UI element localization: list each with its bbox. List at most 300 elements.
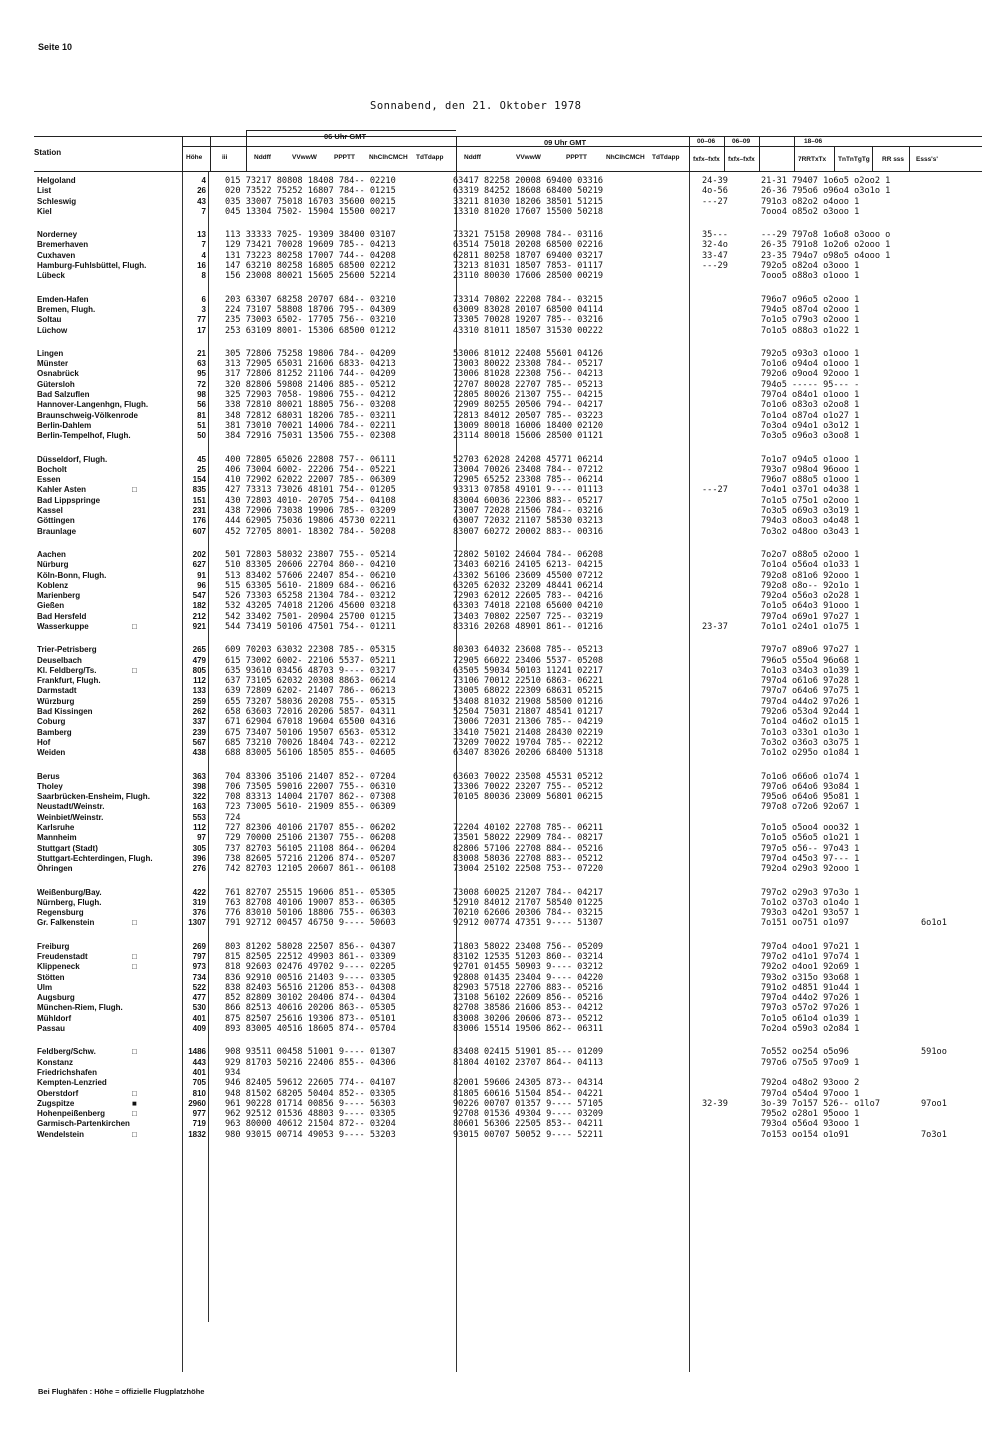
station-height: 112 [193,676,206,686]
obs-09-gmt: 73005 68022 22309 68631 05215 [453,686,604,697]
range-00-06-value: 32-4o [702,240,728,251]
station-height: 734 [192,972,206,982]
range-00-06-value: 24-39 [702,176,728,186]
col06-nhcl: NhClhCMCH [369,154,408,161]
obs-06-gmt: 685 73210 70026 18404 743-- 02212 [225,737,396,748]
station-name: Kiel [37,206,52,216]
table-row [34,844,982,854]
station-name: Bad Salzuflen [37,390,90,400]
station-name: Kassel [37,506,63,516]
range-00-06-value: 23-37 [702,621,728,632]
station-height: 337 [192,717,206,727]
station-name: Augsburg [37,993,75,1003]
station-height: 151 [192,495,206,505]
station-height: 112 [193,823,206,833]
obs-09-gmt: 43302 56106 23609 45500 07212 [453,570,604,581]
station-height: 401 [192,1067,206,1077]
obs-09-gmt: 73314 70802 22208 784-- 03215 [453,294,604,305]
station-name: Würzburg [37,696,75,706]
summary-values: 792o4 o56o3 o2o28 1 [761,591,860,602]
station-height: 8 [201,271,206,281]
extra-value: 6o1o1 [921,918,947,929]
obs-06-gmt: 658 63603 72016 20206 5857- 04311 [225,707,396,718]
station-name: Öhringen [37,864,73,874]
summary-values: 7o1o5 o64o3 91ooo 1 [761,601,860,612]
summary-values: 7o4o1 o37o1 o4o38 1 [761,485,860,496]
station-height: 154 [192,475,206,485]
station-height: 176 [192,516,206,526]
table-row [34,864,982,874]
obs-06-gmt: 410 72902 62022 22007 785-- 06309 [225,475,396,486]
obs-09-gmt: 73306 70022 23207 755-- 05212 [453,781,604,792]
station-height: 56 [197,400,206,410]
obs-06-gmt: 510 83305 20606 22704 860-- 04210 [225,560,396,571]
table-row [34,993,982,1003]
summary-values: 7o1o5 o79o3 o2ooo 1 [761,315,860,326]
table-row [34,1099,982,1109]
table-row [34,942,982,952]
summary-values: 796o5 o55o4 96o68 1 [761,655,860,666]
obs-09-gmt: 92912 00774 47351 9---- 51307 [453,918,604,929]
station-height: 212 [192,611,206,621]
summary-values: 797o8 o72o6 92o67 1 [761,802,860,813]
station-name: Norderney [37,230,78,240]
obs-06-gmt: 526 73303 65258 21304 784-- 03212 [225,591,396,602]
station-height: 17 [197,325,206,335]
summary-values: 797o6 o75o5 97oo9 1 [761,1057,860,1068]
station-name: Essen [37,475,61,485]
obs-09-gmt: 63205 62032 23209 48441 06214 [453,580,604,591]
obs-09-gmt: 63009 83028 20107 68500 04114 [453,304,604,315]
obs-06-gmt: 893 83005 40516 18605 874-- 05704 [225,1024,396,1035]
obs-09-gmt: 73108 56102 22609 856-- 05216 [453,993,604,1004]
col06-vvwww: VVwwW [292,154,317,161]
obs-09-gmt: 92701 01455 50903 9---- 03212 [453,962,604,973]
station-height: 2960 [188,1098,206,1108]
station-height: 443 [192,1057,206,1067]
station-group [34,645,982,758]
obs-09-gmt: 72903 62012 22605 783-- 04216 [453,591,604,602]
station-name: List [37,186,52,196]
obs-06-gmt: 313 72905 65031 21606 6833- 04213 [225,359,396,370]
obs-06-gmt: 444 62905 75036 19806 45730 02211 [225,516,396,527]
station-name: Weinbiet/Weinstr. [37,812,104,822]
summary-values: 792o8 o81o6 92ooo 1 [761,570,860,581]
summary-values: 7o3o5 o69o3 o3o19 1 [761,506,860,517]
station-height: 977 [192,1109,206,1119]
table-row [34,983,982,993]
obs-09-gmt: 72805 80026 21307 755-- 04215 [453,390,604,401]
sub-fxfx-1: fxfx–fxfx [693,156,720,163]
table-row [34,326,982,336]
table-row [34,261,982,271]
table-row [34,802,982,812]
station-height: 567 [192,737,206,747]
summary-values: 7o3o2 o48oo o3o43 1 [761,526,860,537]
summary-values: 797o4 o44o2 97o26 1 [761,696,860,707]
station-height: 553 [192,812,206,822]
table-row [34,1109,982,1119]
table-row [34,1130,982,1140]
station-height: 522 [192,982,206,992]
obs-06-gmt: 908 93511 00458 51001 9---- 01307 [225,1047,396,1058]
table-row [34,813,982,823]
summary-values: 7o151 oo751 o1o97 [761,918,849,929]
summary-values: 792o4 o29o3 92ooo 1 [761,864,860,875]
obs-06-gmt: 045 13304 7502- 15904 15500 00217 [225,206,396,217]
station-name: Konstanz [37,1057,73,1067]
obs-09-gmt: 73008 60025 21207 784-- 04217 [453,887,604,898]
station-name: Stötten [37,972,65,982]
obs-06-gmt: 609 70203 63032 22308 785-- 05315 [225,645,396,656]
station-name: Düsseldorf, Flugh. [37,454,108,464]
station-name: Stuttgart (Stadt) [37,843,98,853]
table-row [34,1078,982,1088]
obs-09-gmt: 73006 81028 22308 756-- 04213 [453,369,604,380]
range-00-06-value: 4o-56 [702,186,728,197]
table-row [34,411,982,421]
extra-value: 7o3o1 [921,1129,947,1140]
gmt09-header: 09 Uhr GMT [544,138,587,147]
summary-values: 792o8 o8o-- 92o1o 1 [761,580,860,591]
obs-06-gmt: 761 82707 25515 19606 851-- 05305 [225,887,396,898]
table-row [34,400,982,410]
obs-06-gmt: 815 82505 22512 49903 861-- 03309 [225,952,396,962]
sub-fxfx-2: fxfx–fxfx [728,156,755,163]
obs-09-gmt: 63514 75018 20208 68500 02216 [453,240,604,251]
station-name: Hamburg-Fuhlsbüttel, Flugh. [37,261,147,271]
obs-06-gmt: 948 81502 68205 50404 852-- 03305 [225,1088,396,1099]
station-name: Marienberg [37,591,81,601]
summary-values: 7o1o2 o37o3 o1o4o 1 [761,897,860,908]
station-height: 396 [192,853,206,863]
station-name: Weiden [37,748,66,758]
range-00-06: 00–06 [697,138,716,145]
station-marker: □ [132,1129,137,1139]
summary-values: 797o4 o44o2 97o26 1 [761,993,860,1004]
table-row [34,485,982,495]
table-row [34,898,982,908]
station-name: Wendelstein [37,1129,84,1139]
station-height: 376 [192,908,206,918]
station-name: Lingen [37,348,64,358]
obs-06-gmt: 838 82403 56516 21206 853-- 04308 [225,982,396,993]
obs-06-gmt: 381 73010 70021 14006 784-- 02211 [225,420,396,431]
station-height: 63 [197,359,206,369]
obs-06-gmt: 156 23008 80021 15605 25600 52214 [225,271,396,282]
obs-06-gmt: 934 [225,1067,241,1078]
obs-06-gmt: 688 83005 56106 18505 855-- 04605 [225,748,396,759]
table-row [34,645,982,655]
summary-values: 791o2 o4851 91o44 1 [761,982,860,993]
station-name: Köln-Bonn, Flugh. [37,570,107,580]
col06-tdtd: TdTdapp [416,154,444,161]
summary-values: 7o1o1 o24o1 o1o75 1 [761,621,860,632]
obs-06-gmt: 129 73421 70028 19609 785-- 04213 [225,240,396,251]
obs-09-gmt: 72707 80028 22707 785-- 05213 [453,379,604,390]
summary-values: 797o2 o29o3 97o3o 1 [761,887,860,898]
obs-06-gmt: 224 73107 58808 18706 795-- 04309 [225,304,396,315]
obs-09-gmt: 83316 20268 48901 861-- 01216 [453,621,604,632]
range-00-06-value: ---27 [702,485,728,496]
obs-06-gmt: 542 33402 7501- 20904 25700 01215 [225,611,396,622]
station-height: 51 [197,420,206,430]
col09-nddff: Nddff [464,154,481,161]
obs-09-gmt: 83008 30206 20606 873-- 05212 [453,1013,604,1024]
station-height: 269 [192,941,206,951]
table-row [34,475,982,485]
obs-09-gmt: 83102 12535 51203 860-- 03214 [453,952,604,962]
station-marker: □ [132,621,137,631]
obs-09-gmt: 63603 70022 23508 45531 05212 [453,771,604,782]
summary-values: 792o6 o9oo4 92ooo 1 [761,369,860,380]
obs-06-gmt: 427 73313 73026 48101 754-- 01205 [225,485,396,496]
station-height: 7 [201,206,206,216]
station-name: Cuxhaven [37,250,76,260]
obs-09-gmt: 80303 64032 23608 785-- 05213 [453,645,604,656]
station-height: 16 [197,261,206,271]
table-row [34,1058,982,1068]
obs-06-gmt: 675 73407 50106 19507 6563- 05312 [225,727,396,738]
station-name: Bad Hersfeld [37,611,87,621]
range-06-09: 06–09 [732,138,751,145]
station-height: 276 [192,864,206,874]
table-row [34,207,982,217]
station-name: Mühldorf [37,1013,72,1023]
table-row [34,823,982,833]
summary-values: 797o6 o64o6 93o84 1 [761,781,860,792]
range-00-06-value: ---29 [702,261,728,272]
page-number: Seite 10 [38,42,73,52]
obs-09-gmt: 73403 70802 22507 725-- 03219 [453,611,604,622]
table-row [34,197,982,207]
station-name: Freudenstadt [37,952,88,961]
station-height: 262 [192,707,206,717]
obs-06-gmt: 320 82806 59808 21406 885-- 05212 [225,379,396,390]
station-name: Zugspitze [37,1098,75,1108]
station-name: Göttingen [37,516,75,526]
table-row [34,772,982,782]
station-name: Tholey [37,781,63,791]
obs-06-gmt: 400 72805 65026 22808 757-- 06111 [225,454,396,465]
col09-ppptt: PPPTT [566,154,587,161]
summary-values: 3o-39 7o157 526-- o1lo7 [761,1098,880,1109]
summary-values: 792o2 o4oo1 92o69 1 [761,962,860,973]
summary-values: 7o1o6 o66o6 o1o74 1 [761,771,860,782]
table-row [34,1119,982,1129]
obs-09-gmt: 83008 58036 22708 883-- 05212 [453,853,604,864]
station-name: Neustadt/Weinstr. [37,802,105,812]
obs-06-gmt: 929 81703 50216 22406 855-- 04306 [225,1057,396,1068]
obs-09-gmt: 53408 81032 21908 58500 01216 [453,696,604,707]
summary-values: 797o4 o69o1 97o27 1 [761,611,860,622]
station-group [34,176,982,217]
station-height: 319 [192,897,206,907]
obs-09-gmt: 90226 00707 01357 9---- 57105 [453,1098,604,1109]
obs-06-gmt: 763 82708 40106 19007 853-- 06305 [225,897,396,908]
station-name: Lübeck [37,271,66,281]
summary-values: 794o5 ----- 95--- - [761,379,860,390]
summary-values: 797o4 o84o1 o1ooo 1 [761,390,860,401]
obs-09-gmt: 92708 01536 49304 9---- 03209 [453,1109,604,1120]
obs-09-gmt: 73006 72031 21306 785-- 04219 [453,717,604,728]
station-marker: □ [132,962,137,972]
station-height: 21 [197,348,206,358]
table-row [34,496,982,506]
summary-values: 793o2 o315o 93o68 1 [761,972,860,983]
obs-06-gmt: 704 83306 35106 21407 852-- 07204 [225,771,396,782]
station-group [34,942,982,1035]
obs-09-gmt: 13009 80018 16006 18400 02120 [453,420,604,431]
station-name: Mannheim [37,833,77,843]
summary-values: 7o3o5 o96o3 o3oo8 1 [761,431,860,442]
obs-09-gmt: 73007 72028 21506 784-- 03216 [453,506,604,517]
obs-06-gmt: 961 90228 01714 00856 9---- 56303 [225,1098,396,1109]
summary-values: 796o7 o88o5 o1ooo 1 [761,475,860,486]
obs-06-gmt: 875 82507 25616 19306 873-- 05101 [225,1013,396,1024]
obs-09-gmt: 33410 75021 21408 28430 02219 [453,727,604,738]
obs-06-gmt: 452 72705 8001- 18302 784-- 50208 [225,526,396,537]
station-name: Weißenburg/Bay. [37,887,102,897]
station-marker: □ [132,918,137,928]
obs-09-gmt: 52910 84012 21707 58540 01225 [453,897,604,908]
obs-09-gmt: 72802 50102 24604 784-- 06208 [453,549,604,560]
obs-09-gmt: 63319 84252 18608 68400 50219 [453,186,604,197]
col06-ppptt: PPPTT [334,154,355,161]
obs-06-gmt: 203 63307 68258 20707 684-- 03210 [225,294,396,305]
station-height: 705 [192,1078,206,1088]
table-row [34,676,982,686]
station-height: 182 [192,601,206,611]
station-height: 26 [197,186,206,196]
station-name: Deuselbach [37,655,82,665]
obs-06-gmt: 544 73419 50106 47501 754-- 01211 [225,621,396,632]
station-height: 97 [197,833,206,843]
obs-09-gmt: 70105 80036 23009 56801 06215 [453,792,604,803]
station-height: 835 [192,485,206,495]
table-row [34,305,982,315]
summary-values: 793o4 o56o4 93ooo 1 [761,1119,860,1130]
obs-06-gmt: 946 82405 59612 22605 774-- 04107 [225,1078,396,1089]
station-height: 1832 [188,1129,206,1139]
obs-09-gmt: 81804 40102 23707 864-- 04113 [453,1057,604,1068]
table-row [34,560,982,570]
station-height: 627 [192,560,206,570]
obs-06-gmt: 020 73522 75252 16807 784-- 01215 [225,186,396,197]
station-name: Stuttgart-Echterdingen, Flugh. [37,853,153,863]
table-row [34,962,982,972]
obs-09-gmt: 73305 70028 19207 785-- 03216 [453,315,604,326]
obs-06-gmt: 338 72810 80021 18805 756-- 03208 [225,400,396,411]
station-name: Saarbrücken-Ensheim, Flugh. [37,792,150,802]
table-row [34,315,982,325]
table-row [34,1003,982,1013]
station-height: 77 [197,315,206,325]
table-row [34,550,982,560]
table-row [34,369,982,379]
station-name: Berus [37,771,60,781]
table-row [34,697,982,707]
station-name: Kahler Asten [37,485,87,495]
obs-09-gmt: 73209 70022 19704 785-- 02212 [453,737,604,748]
summary-values: 7o552 oo254 o5o96 [761,1047,849,1058]
table-row [34,591,982,601]
summary-values: 797o4 o61o6 97o28 1 [761,676,860,687]
table-header [34,128,982,172]
summary-values: 7o2o4 o59o3 o2o84 1 [761,1024,860,1035]
table-row [34,1068,982,1078]
station-name: Helgoland [37,176,76,185]
station-height: 50 [197,431,206,441]
table-row [34,601,982,611]
table-row [34,1047,982,1057]
station-height: 133 [192,686,206,696]
station-name: Oberstdorf [37,1088,79,1098]
table-row [34,728,982,738]
obs-06-gmt: 723 73005 5610- 21909 855-- 06309 [225,802,396,813]
summary-values: 791o3 o82o2 o4ooo 1 [761,196,860,207]
table-row [34,527,982,537]
obs-09-gmt: 83007 60272 20002 883-- 00316 [453,526,604,537]
extra-value: 591oo [921,1047,947,1058]
station-height: 973 [192,962,206,972]
summary-values: 795o2 o28o1 95ooo 1 [761,1109,860,1120]
summary-values: 792o6 o53o4 92o44 1 [761,707,860,718]
station-name: Aachen [37,549,66,559]
station-height: 96 [197,580,206,590]
station-name: Koblenz [37,580,69,590]
range-00-06-value: 35--- [702,230,728,241]
station-height: 231 [192,506,206,516]
station-height: 409 [192,1024,206,1034]
summary-values: 26-36 795o6 o96o4 o3o1o 1 [761,186,891,197]
summary-values: 792o4 o48o2 93ooo 2 [761,1078,860,1089]
obs-09-gmt: 13310 81020 17607 15500 50218 [453,206,604,217]
station-height: 239 [192,727,206,737]
station-name: Karlsruhe [37,823,75,833]
summary-values: 7o1o5 o61o4 o1o39 1 [761,1013,860,1024]
obs-06-gmt: 866 82513 40616 20206 863-- 05305 [225,1003,396,1014]
table-row [34,833,982,843]
station-name: Emden-Hafen [37,294,89,304]
table-row [34,390,982,400]
station-group [34,1047,982,1140]
obs-06-gmt: 708 83313 14004 21707 862-- 07308 [225,792,396,803]
obs-06-gmt: 235 73003 6502- 17705 756-- 03210 [225,315,396,326]
summary-values: 7ooo4 o85o2 o3ooo 1 [761,206,860,217]
obs-06-gmt: 724 [225,812,241,823]
station-name: Bremerhaven [37,240,89,250]
table-row [34,581,982,591]
station-name: Regensburg [37,908,84,918]
station-name: München-Riem, Flugh. [37,1003,123,1013]
station-height: 98 [197,390,206,400]
summary-values: 797o7 o64o6 97o75 1 [761,686,860,697]
table-row [34,571,982,581]
station-height: 7 [201,240,206,250]
obs-06-gmt: 706 73505 59016 22007 755-- 06310 [225,781,396,792]
station-name: Berlin-Dahlem [37,420,92,430]
station-marker: □ [132,1109,137,1119]
station-name: Friedrichshafen [37,1067,98,1077]
station-name: Braunlage [37,526,77,536]
station-height: 1307 [188,918,206,928]
obs-09-gmt: 73003 80022 23308 784-- 05217 [453,359,604,370]
station-name: Kl. Feldberg/Ts. [37,665,97,675]
station-name: Gütersloh [37,379,75,389]
station-group [34,550,982,632]
obs-09-gmt: 23114 80018 15606 28500 01121 [453,431,604,442]
